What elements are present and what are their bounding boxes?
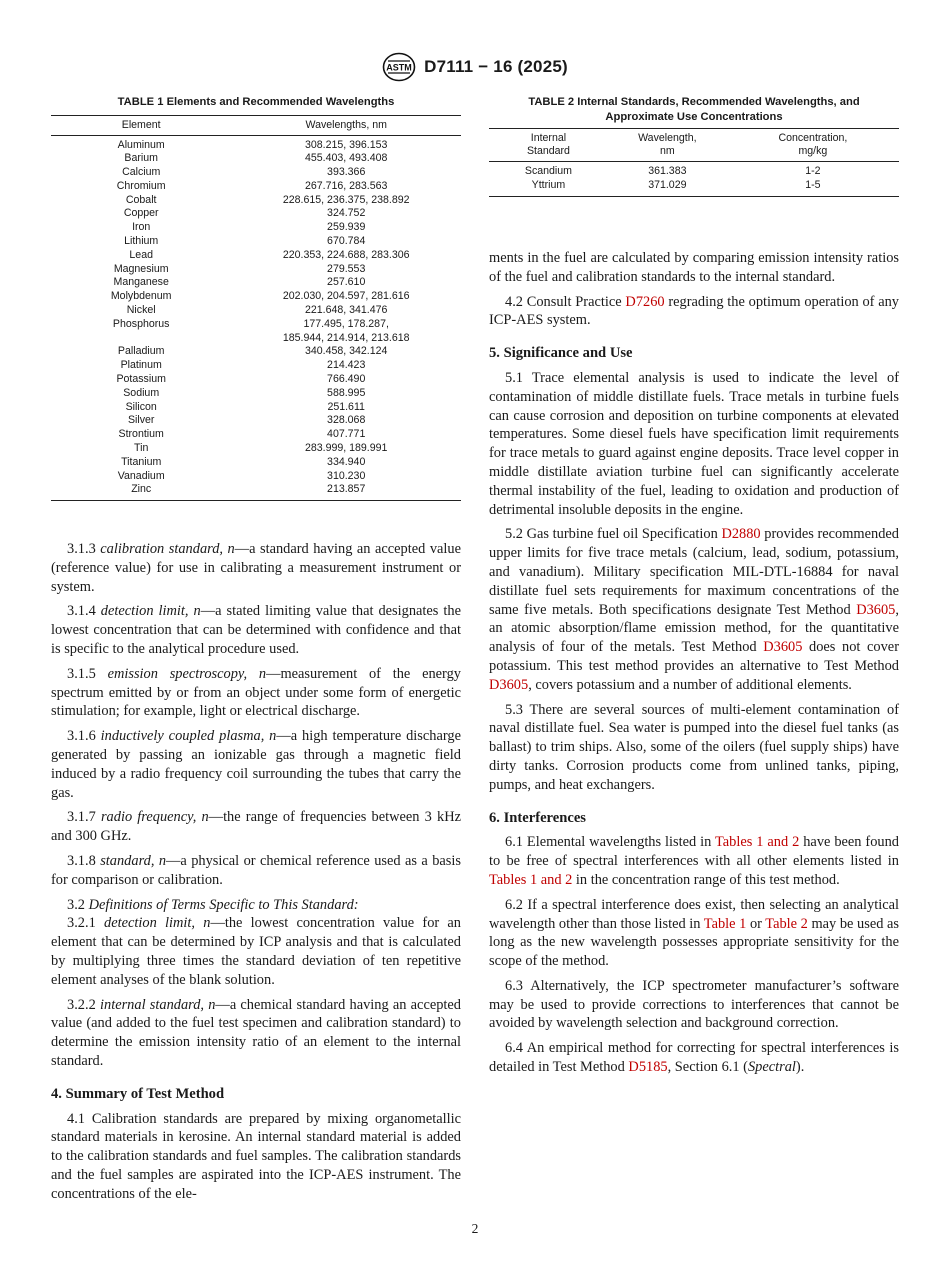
cell-wavelength: 202.030, 204.597, 281.616 (282, 290, 410, 303)
table-row (51, 235, 461, 249)
link-table-1[interactable]: Table 1 (703, 915, 747, 932)
link-d7260[interactable]: D7260 (625, 293, 665, 310)
cell-element: Copper (123, 207, 159, 220)
definition-3-1-6: 3.1.6 inductively coupled plasma, n—a high temperature discharge generated by passing an ionizable gas through a magnetic field induced by a radio frequency coil surrounding the tubes that carry the gas. (51, 728, 461, 801)
definition-3-1-5: 3.1.5 emission spectroscopy, n—measurement of the energy spectrum emitted by or from an object under some form of energetic stimulation; for example, light or electrical discharge. (51, 665, 461, 720)
paragraph-5-3: 5.3 There are several sources of multi-element contamination of naval distillate fuel. Sea water is pumped into the diesel fuel tanks (as ballast) to trim ships. Also, some of the oilers (fuel supply ships) have dirty tanks. Corrosion products come from unlined tanks, piping, pumps, and heat exchangers. (489, 701, 899, 793)
table-2-grid (489, 128, 899, 197)
link-d3605[interactable]: D3605 (489, 676, 529, 693)
cell-element: Potassium (116, 373, 166, 386)
link-table-2[interactable]: Table 2 (765, 915, 808, 932)
table-row (51, 194, 461, 208)
table-row (51, 428, 461, 442)
section-5-heading: 5. Significance and Use (489, 345, 633, 362)
cell-wavelength: 455.403, 493.408 (304, 152, 388, 165)
cell-element: Manganese (113, 276, 169, 289)
table-row (51, 180, 461, 194)
cell-wavelength: 393.366 (327, 166, 366, 179)
table-row (51, 318, 461, 332)
table-2-caption-line: Approximate Use Concentrations (605, 110, 783, 123)
table-row (51, 414, 461, 428)
definition-3-1-8: 3.1.8 standard, n—a physical or chemical reference used as a basis for comparison or calibration. (51, 852, 461, 888)
paragraph-6-2: 6.2 If a spectral interference does exist, then selecting an analytical wavelength other than those listed in Table 1 or Table 2 may be used as long as the new wavelength possesses appropriate sensitivity for the scope of the method. (489, 896, 900, 970)
link-d3605[interactable]: D3605 (763, 639, 803, 656)
cell-standard: Scandium (524, 165, 572, 177)
table-2-header-internal-standard: Internal Standard (489, 129, 608, 162)
table-row (489, 162, 899, 179)
cell-wavelength: 308.215, 396.153 (304, 138, 388, 151)
cell-element: Phosphorus (112, 317, 170, 330)
cell-element: Nickel (126, 304, 156, 317)
cell-element: Chromium (116, 179, 166, 192)
cell-wavelength: 221.648, 341.476 (304, 304, 388, 317)
table-2-header-concentration: Concentration, mg/kg (727, 129, 899, 162)
paragraph-4-1-continued: ments in the fuel are calculated by comparing emission intensity ratios of the fuel and calibration standards to the internal standard. (489, 250, 899, 285)
table-row (51, 207, 461, 221)
cell-wavelength: 279.553 (327, 262, 366, 275)
left-text-column (51, 540, 461, 1210)
cell-element: Calcium (122, 166, 161, 179)
cell-element (51, 332, 231, 346)
table-row (51, 470, 461, 484)
table-2 (489, 95, 899, 197)
document-designation: D7111 − 16 (2025) (424, 57, 568, 76)
cell-wavelength: 228.615, 236.375, 238.892 (282, 193, 410, 206)
cell-wavelength: 371.029 (608, 179, 727, 196)
cell-element: Platinum (120, 359, 162, 372)
cell-wavelength: 361.383 (648, 165, 687, 177)
cell-concentration: 1-2 (805, 165, 821, 177)
cell-element: Titanium (121, 455, 162, 468)
definition-3-1-7: 3.1.7 radio frequency, n—the range of frequencies between 3 kHz and 300 GHz. (51, 809, 462, 845)
link-d5185[interactable]: D5185 (628, 1059, 668, 1076)
table-row (51, 249, 461, 263)
cell-element: Barium (124, 152, 158, 165)
cell-element: Sodium (123, 386, 160, 399)
cell-element: Iron (132, 221, 151, 234)
table-row (51, 456, 461, 470)
table-row (51, 387, 461, 401)
link-tables-1-and-2[interactable]: Tables 1 and 2 (715, 834, 800, 851)
table-row (51, 263, 461, 277)
cell-wavelength: 185.944, 214.914, 213.618 (282, 331, 410, 344)
link-d2880[interactable]: D2880 (721, 526, 761, 543)
link-d3605[interactable]: D3605 (856, 601, 896, 618)
cell-wavelength: 220.353, 224.688, 283.306 (282, 248, 410, 261)
definition-3-2-1: 3.2.1 detection limit, n—the lowest concentration value for an element that can be determined by ICP analysis and that is calculated by multiplying three times the standard deviation of ten repetitive element analyses of the blank solution. (51, 915, 462, 988)
paragraph-6-4: 6.4 An empirical method for correcting for spectral interferences is detailed in Test Method D5185, Section 6.1 (Spectral). (489, 1040, 899, 1076)
table-row (489, 179, 899, 196)
table-row (51, 166, 461, 180)
cell-wavelength: 214.423 (327, 359, 366, 372)
paragraph-5-2: 5.2 Gas turbine fuel oil Specification D2880 provides recommended upper limits for five trace metals (calcium, lead, sodium, potassium, and vanadium). Military specification MIL-DTL-16884 for naval distillate fuel sets requirements for maximum concentrations of the same five metals. Both specifications designate Test Method D3605, an atomic absorption/flame emission method, for the quantitative analysis of four of the metals. Test Method D3605 does not cover potassium. This test method provides an alternative to Test Method D3605, covers potassium and a number of additional elements. (489, 526, 899, 693)
definition-3-2-2: 3.2.2 internal standard, n—a chemical standard having an accepted value (and added to the fuel test specimen and calibration standard) to determine the emission intensity ratio of an element to the internal standard. (51, 996, 461, 1069)
astm-logo-icon (382, 52, 416, 82)
cell-element: Aluminum (117, 138, 165, 151)
table-row (51, 221, 461, 235)
cell-element: Cobalt (125, 193, 157, 206)
table-row (51, 359, 461, 373)
paragraph-5-1: 5.1 Trace elemental analysis is used to indicate the level of contamination of middle distillate fuels. Trace metals in turbine fuels can cause corrosion and deposition on turbine components at elevated temperatures. Some diesel fuels have specification limit requirements for trace metals to guard against engine deposits. Trace level copper in middle distillate aviation turbine fuel can significantly accelerate thermal instability of the fuel, leading to oxidation and production of detrimental insoluble deposits in the engine. (489, 369, 899, 518)
cell-wavelength: 267.716, 283.563 (304, 179, 388, 192)
table-1-grid (51, 115, 461, 502)
table-row (51, 304, 461, 318)
cell-wavelength: 588.995 (327, 386, 366, 399)
cell-concentration: 1-5 (727, 179, 899, 196)
cell-element: Lithium (124, 235, 159, 248)
right-text-column (489, 249, 899, 1083)
cell-wavelength: 324.752 (327, 207, 366, 220)
table-row (51, 483, 461, 500)
cell-element: Silver (127, 414, 155, 427)
cell-wavelength: 340.458, 342.124 (304, 345, 388, 358)
cell-element: Lead (129, 248, 153, 261)
subsection-3-2: 3.2 Definitions of Terms Specific to This Standard: (67, 896, 359, 913)
section-6-heading: 6. Interferences (489, 809, 586, 826)
table-row (51, 442, 461, 456)
section-4-heading: 4. Summary of Test Method (51, 1085, 225, 1102)
cell-wavelength: 259.939 (327, 221, 366, 234)
table-2-caption (489, 95, 899, 124)
table-row (51, 276, 461, 290)
page-header (0, 52, 950, 87)
table-row (51, 345, 461, 359)
table-1-header-element: Element (51, 115, 231, 135)
link-tables-1-and-2[interactable]: Tables 1 and 2 (489, 871, 573, 888)
cell-wavelength: 766.490 (327, 373, 366, 386)
table-row (51, 290, 461, 304)
cell-wavelength: 177.495, 178.287, (303, 317, 389, 330)
svg-text:ASTM: ASTM (386, 62, 412, 73)
definition-3-1-3: 3.1.3 calibration standard, n—a standard having an accepted value (reference value) for use in calibrating a measurement instrument or system. (51, 541, 461, 595)
table-2-caption-line: TABLE 2 Internal Standards, Recommended Wavelengths, and (528, 96, 860, 108)
cell-wavelength: 334.940 (327, 455, 366, 468)
cell-standard: Yttrium (489, 179, 608, 196)
cell-wavelength: 328.068 (327, 414, 366, 427)
page-number: 2 (471, 1221, 479, 1236)
cell-wavelength: 670.784 (327, 235, 366, 248)
cell-element: Zinc (51, 483, 231, 500)
table-1-header-wavelengths: Wavelengths, nm (231, 115, 461, 135)
cell-wavelength: 213.857 (231, 483, 461, 500)
cell-wavelength: 251.611 (327, 400, 365, 413)
definition-3-1-4: 3.1.4 detection limit, n—a stated limiting value that designates the lowest concentration that can be determined with confidence and that is specific to the analytical procedure used. (51, 603, 461, 657)
paragraph-6-1: 6.1 Elemental wavelengths listed in Tables 1 and 2 have been found to be free of spectral interferences with all other elements listed in Tables 1 and 2 in the concentration range of this test method. (489, 834, 899, 888)
cell-wavelength: 257.610 (327, 276, 366, 289)
cell-element: Silicon (125, 400, 157, 413)
cell-element: Strontium (118, 428, 164, 441)
table-2-header-wavelength: Wavelength, nm (608, 129, 727, 162)
cell-element: Molybdenum (110, 290, 172, 303)
cell-element: Palladium (117, 345, 165, 358)
table-row (51, 152, 461, 166)
cell-element: Magnesium (113, 262, 169, 275)
table-1 (51, 95, 461, 501)
table-row (51, 373, 461, 387)
paragraph-4-2: 4.2 Consult Practice D7260 regrading the optimum operation of any ICP-AES system. (489, 293, 900, 329)
table-row (51, 135, 461, 152)
cell-element: Vanadium (117, 469, 165, 482)
table-row (51, 401, 461, 415)
table-1-caption: TABLE 1 Elements and Recommended Wavelengths (117, 96, 395, 108)
paragraph-4-1: 4.1 Calibration standards are prepared by mixing organometallic standard materials in kerosine. An internal standard material is added to the calibration standards and fuel samples. The calibration standards and the fuel samples are aspirated into the ICP-AES instrument. The concentrations of the ele- (51, 1110, 461, 1202)
cell-wavelength: 283.999, 189.991 (304, 442, 388, 455)
cell-wavelength: 310.230 (327, 469, 366, 482)
table-row (51, 332, 461, 346)
cell-wavelength: 407.771 (327, 428, 366, 441)
cell-element: Tin (134, 442, 149, 455)
paragraph-6-3: 6.3 Alternatively, the ICP spectrometer manufacturer’s software may be used to provide corrections to interferences that cannot be avoided by wavelength selection and background correction. (489, 977, 899, 1032)
